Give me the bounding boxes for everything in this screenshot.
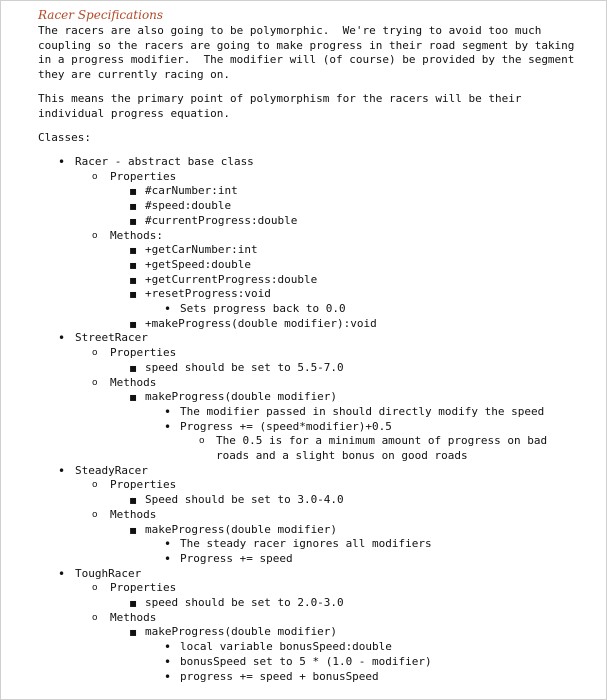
square-bullet-icon: ▪ [129, 493, 138, 508]
outline-item: The 0.5 is for a minimum amount of progress on bad roads and a slight bonus on good roads [216, 434, 548, 462]
outline-item: The steady racer ignores all modifiers [180, 537, 432, 551]
square-bullet-icon: ▪ [129, 522, 138, 537]
outline-item: Properties [110, 169, 177, 183]
outline-item: StreetRacer [75, 331, 148, 345]
outline-item: Methods [110, 375, 157, 389]
outline-item: #speed:double [145, 199, 232, 213]
outline-item: The modifier passed in should directly modify the speed [180, 404, 545, 418]
bullet-icon: • [58, 155, 66, 169]
outline-item: Properties [110, 346, 177, 360]
bullet-icon: • [164, 669, 172, 684]
square-bullet-icon: ▪ [129, 184, 138, 199]
square-bullet-icon: ▪ [129, 390, 138, 405]
outline-item: Sets progress back to 0.0 [180, 302, 346, 315]
square-bullet-icon: ▪ [129, 316, 138, 331]
outline-item: makeProgress(double modifier) [145, 625, 338, 639]
outline-item: bonusSpeed set to 5 * (1.0 - modifier) [180, 654, 432, 668]
circle-bullet-icon: o [92, 230, 98, 241]
outline-item: Racer - abstract base class [75, 155, 254, 168]
circle-bullet-icon: o [92, 480, 98, 491]
outline-item: ToughRacer [75, 566, 142, 580]
circle-bullet-icon: o [92, 377, 98, 388]
intro-paragraph: The racers are also going to be polymorphic. We're trying to avoid too much coupling so the racers are going to make progress in their road segment by taking in a progress modifier. The modifier will (of course) be provided by the segment they are currently racing on. [38, 24, 582, 81]
outline-item: Speed should be set to 3.0-4.0 [145, 493, 344, 507]
outline-item: +makeProgress(double modifier):void [145, 316, 377, 330]
circle-bullet-icon: o [92, 583, 98, 594]
square-bullet-icon: ▪ [129, 243, 138, 258]
bullet-icon: • [164, 551, 172, 566]
outline-item: Progress += speed [180, 551, 293, 565]
outline-item: +resetProgress:void [145, 287, 271, 301]
page-title: Racer Specifications [38, 8, 164, 22]
outline-item: speed should be set to 5.5-7.0 [145, 360, 344, 374]
outline-item: Properties [110, 581, 177, 595]
bullet-icon: • [164, 302, 172, 316]
bullet-icon: • [164, 404, 172, 419]
square-bullet-icon: ▪ [129, 257, 138, 272]
outline-item: +getSpeed:double [145, 257, 251, 271]
polymorphism-paragraph: This means the primary point of polymorphism for the racers will be their individual progress equation. [38, 92, 529, 120]
outline-item: #carNumber:int [145, 184, 238, 198]
square-bullet-icon: ▪ [129, 199, 138, 214]
outline-item: #currentProgress:double [145, 213, 298, 227]
bullet-icon: • [58, 331, 66, 346]
bullet-icon: • [58, 463, 66, 478]
outline-item: makeProgress(double modifier) [145, 522, 338, 536]
circle-bullet-icon: o [92, 509, 98, 520]
outline-item: makeProgress(double modifier) [145, 390, 338, 404]
bullet-icon: • [164, 419, 172, 434]
outline-item: +getCurrentProgress:double [145, 272, 318, 286]
circle-bullet-icon: o [92, 612, 98, 623]
outline-item: Properties [110, 478, 177, 492]
circle-bullet-icon: o [92, 171, 98, 182]
outline-item: progress += speed + bonusSpeed [180, 669, 379, 683]
circle-bullet-icon: o [92, 348, 98, 359]
outline-item: +getCarNumber:int [145, 243, 258, 257]
square-bullet-icon: ▪ [129, 287, 138, 302]
bullet-icon: • [164, 640, 172, 655]
outline-item: SteadyRacer [75, 463, 148, 477]
outline-item: Methods [110, 610, 157, 624]
square-bullet-icon: ▪ [129, 596, 138, 610]
bullet-icon: • [164, 537, 172, 552]
outline-item: Methods [110, 507, 157, 521]
outline-item: Methods: [110, 228, 163, 242]
outline-item: Progress += (speed*modifier)+0.5 [180, 419, 392, 433]
square-bullet-icon: ▪ [129, 213, 138, 228]
square-bullet-icon: ▪ [129, 625, 138, 640]
outline-item: local variable bonusSpeed:double [180, 640, 392, 654]
bullet-icon: • [58, 566, 66, 581]
classes-label: Classes: [38, 131, 91, 144]
bullet-icon: • [164, 654, 172, 669]
outline-item: speed should be set to 2.0-3.0 [145, 596, 344, 609]
circle-bullet-icon: o [199, 436, 205, 447]
square-bullet-icon: ▪ [129, 272, 138, 287]
square-bullet-icon: ▪ [129, 360, 138, 375]
